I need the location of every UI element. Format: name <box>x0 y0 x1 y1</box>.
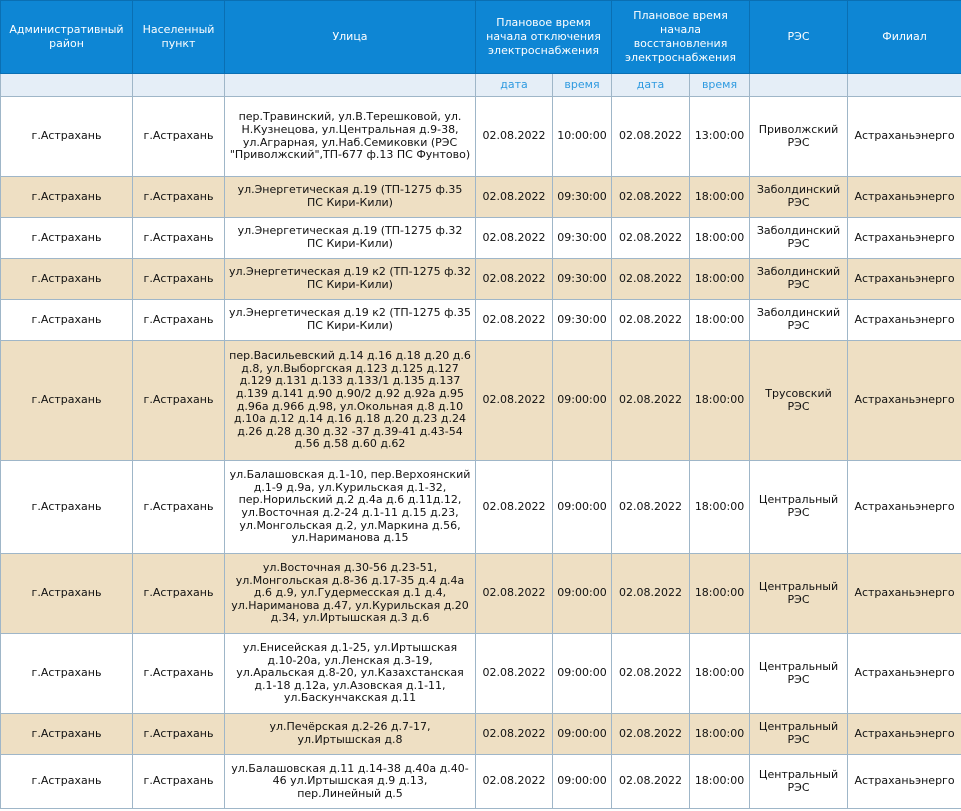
cell-street: ул.Восточная д.30-56 д.23-51, ул.Монгольская д.8-36 д.17-35 д.4 д.4а д.6 д.9, ул.Гудермесская д.1 д.4, ул.Нариманова д.47, ул.Курильская д.20 д.34, ул.Иртышская д.3 д.6 <box>225 554 476 634</box>
cell-off-time: 09:00:00 <box>553 755 612 809</box>
table-row <box>1 97 961 177</box>
cell-res: Центральный РЭС <box>750 755 848 809</box>
cell-locality: г.Астрахань <box>133 97 225 177</box>
cell-off-date: 02.08.2022 <box>476 218 553 259</box>
cell-filial: Астраханьэнерго <box>848 714 961 755</box>
cell-res: Центральный РЭС <box>750 554 848 634</box>
cell-street: ул.Энергетическая д.19 (ТП-1275 ф.35 ПС Кири-Кили) <box>225 177 476 218</box>
cell-locality: г.Астрахань <box>133 755 225 809</box>
subheader-on-date: дата <box>612 74 690 97</box>
table-row <box>1 177 961 218</box>
cell-off-time: 09:00:00 <box>553 461 612 554</box>
table-row <box>1 259 961 300</box>
cell-district: г.Астрахань <box>1 755 133 809</box>
cell-filial: Астраханьэнерго <box>848 554 961 634</box>
cell-street: ул.Енисейская д.1-25, ул.Иртышская д.10-20а, ул.Ленская д.3-19, ул.Аральская д.8-20, ул.Казахстанская д.1-18 д.12а, ул.Азовская д.1-11, ул.Баскунчакская д.11 <box>225 634 476 714</box>
cell-filial: Астраханьэнерго <box>848 341 961 461</box>
cell-on-time: 18:00:00 <box>690 755 750 809</box>
cell-off-date: 02.08.2022 <box>476 97 553 177</box>
cell-on-time: 18:00:00 <box>690 554 750 634</box>
table-header <box>1 1 961 97</box>
cell-on-date: 02.08.2022 <box>612 97 690 177</box>
table-row <box>1 300 961 341</box>
header-row <box>1 1 961 74</box>
subheader-on-time: время <box>690 74 750 97</box>
cell-on-time: 18:00:00 <box>690 259 750 300</box>
cell-district: г.Астрахань <box>1 177 133 218</box>
cell-filial: Астраханьэнерго <box>848 97 961 177</box>
cell-off-time: 09:30:00 <box>553 177 612 218</box>
cell-off-date: 02.08.2022 <box>476 755 553 809</box>
cell-on-date: 02.08.2022 <box>612 461 690 554</box>
cell-district: г.Астрахань <box>1 554 133 634</box>
cell-district: г.Астрахань <box>1 341 133 461</box>
cell-off-time: 09:00:00 <box>553 714 612 755</box>
subheader-empty <box>133 74 225 97</box>
cell-locality: г.Астрахань <box>133 461 225 554</box>
cell-district: г.Астрахань <box>1 218 133 259</box>
cell-off-time: 10:00:00 <box>553 97 612 177</box>
cell-locality: г.Астрахань <box>133 714 225 755</box>
table-row <box>1 755 961 809</box>
cell-locality: г.Астрахань <box>133 177 225 218</box>
cell-off-time: 09:30:00 <box>553 218 612 259</box>
cell-res: Приволжский РЭС <box>750 97 848 177</box>
cell-filial: Астраханьэнерго <box>848 755 961 809</box>
cell-street: пер.Васильевский д.14 д.16 д.18 д.20 д.6 д.8, ул.Выборгская д.123 д.125 д.127 д.129 д.131 д.133 д.133/1 д.135 д.137 д.139 д.141 д.90 д.90/2 д.92 д.92а д.95 д.96а д.966 д.98, ул.Окольная д.8 д.10 д.10а д.12 д.14 д.16 д.18 д.20 д.23 д.24 д.26 д.28 д.30 д.32 -37 д.39-41 д.43-54 д.56 д.58 д.60 д.62 <box>225 341 476 461</box>
cell-street: ул.Печёрская д.2-26 д.7-17, ул.Иртышская д.8 <box>225 714 476 755</box>
cell-on-date: 02.08.2022 <box>612 218 690 259</box>
subheader-empty <box>225 74 476 97</box>
cell-on-time: 18:00:00 <box>690 218 750 259</box>
cell-filial: Астраханьэнерго <box>848 300 961 341</box>
cell-off-date: 02.08.2022 <box>476 634 553 714</box>
cell-on-date: 02.08.2022 <box>612 755 690 809</box>
subheader-empty <box>1 74 133 97</box>
cell-res: Центральный РЭС <box>750 461 848 554</box>
cell-res: Заболдинский РЭС <box>750 259 848 300</box>
cell-on-time: 18:00:00 <box>690 300 750 341</box>
cell-off-date: 02.08.2022 <box>476 300 553 341</box>
cell-filial: Астраханьэнерго <box>848 177 961 218</box>
cell-on-time: 18:00:00 <box>690 177 750 218</box>
table-row <box>1 218 961 259</box>
cell-on-time: 13:00:00 <box>690 97 750 177</box>
table-row <box>1 461 961 554</box>
cell-res: Центральный РЭС <box>750 714 848 755</box>
cell-locality: г.Астрахань <box>133 634 225 714</box>
table-row <box>1 714 961 755</box>
cell-off-time: 09:30:00 <box>553 259 612 300</box>
cell-on-time: 18:00:00 <box>690 634 750 714</box>
cell-street: пер.Травинский, ул.В.Терешковой, ул. Н.Кузнецова, ул.Центральная д.9-38, ул.Аграрная, ул.Наб.Семиковки (РЭС "Приволжский",ТП-677 ф.13 ПС Фунтово) <box>225 97 476 177</box>
cell-res: Заболдинский РЭС <box>750 300 848 341</box>
subheader-off-time: время <box>553 74 612 97</box>
header-restore-time: Плановое время начала восстановления электроснабжения <box>612 1 750 74</box>
cell-locality: г.Астрахань <box>133 341 225 461</box>
header-locality: Населенный пункт <box>133 1 225 74</box>
header-off-time: Плановое время начала отключения электроснабжения <box>476 1 612 74</box>
cell-street: ул.Энергетическая д.19 (ТП-1275 ф.32 ПС Кири-Кили) <box>225 218 476 259</box>
cell-res: Заболдинский РЭС <box>750 218 848 259</box>
cell-res: Заболдинский РЭС <box>750 177 848 218</box>
subheader-empty <box>848 74 961 97</box>
cell-locality: г.Астрахань <box>133 218 225 259</box>
cell-district: г.Астрахань <box>1 259 133 300</box>
cell-on-time: 18:00:00 <box>690 341 750 461</box>
cell-off-date: 02.08.2022 <box>476 554 553 634</box>
cell-on-time: 18:00:00 <box>690 461 750 554</box>
cell-on-date: 02.08.2022 <box>612 554 690 634</box>
cell-on-date: 02.08.2022 <box>612 341 690 461</box>
cell-street: ул.Балашовская д.1-10, пер.Верхоянский д.1-9 д.9а, ул.Курильская д.1-32, пер.Норильский д.2 д.4а д.6 д.11д.12, ул.Восточная д.2-24 д.1-11 д.15 д.23, ул.Монгольская д.2, ул.Маркина д.56, ул.Нариманова д.15 <box>225 461 476 554</box>
header-res: РЭС <box>750 1 848 74</box>
cell-off-date: 02.08.2022 <box>476 461 553 554</box>
header-district: Административный район <box>1 1 133 74</box>
cell-off-date: 02.08.2022 <box>476 177 553 218</box>
cell-off-time: 09:00:00 <box>553 554 612 634</box>
cell-street: ул.Энергетическая д.19 к2 (ТП-1275 ф.35 ПС Кири-Кили) <box>225 300 476 341</box>
subheader-row <box>1 74 961 97</box>
cell-district: г.Астрахань <box>1 300 133 341</box>
cell-locality: г.Астрахань <box>133 554 225 634</box>
cell-off-time: 09:00:00 <box>553 634 612 714</box>
cell-off-time: 09:30:00 <box>553 300 612 341</box>
cell-district: г.Астрахань <box>1 97 133 177</box>
cell-on-date: 02.08.2022 <box>612 300 690 341</box>
table-body <box>1 97 961 809</box>
cell-filial: Астраханьэнерго <box>848 259 961 300</box>
table-row <box>1 341 961 461</box>
header-filial: Филиал <box>848 1 961 74</box>
table-row <box>1 634 961 714</box>
cell-off-time: 09:00:00 <box>553 341 612 461</box>
cell-locality: г.Астрахань <box>133 300 225 341</box>
cell-district: г.Астрахань <box>1 634 133 714</box>
cell-street: ул.Балашовская д.11 д.14-38 д.40а д.40-46 ул.Иртышская д.9 д.13, пер.Линейный д.5 <box>225 755 476 809</box>
cell-off-date: 02.08.2022 <box>476 341 553 461</box>
cell-on-time: 18:00:00 <box>690 714 750 755</box>
cell-filial: Астраханьэнерго <box>848 634 961 714</box>
subheader-empty <box>750 74 848 97</box>
cell-filial: Астраханьэнерго <box>848 461 961 554</box>
cell-district: г.Астрахань <box>1 461 133 554</box>
cell-filial: Астраханьэнерго <box>848 218 961 259</box>
cell-on-date: 02.08.2022 <box>612 634 690 714</box>
cell-on-date: 02.08.2022 <box>612 259 690 300</box>
cell-off-date: 02.08.2022 <box>476 714 553 755</box>
cell-district: г.Астрахань <box>1 714 133 755</box>
table-row <box>1 554 961 634</box>
cell-locality: г.Астрахань <box>133 259 225 300</box>
cell-off-date: 02.08.2022 <box>476 259 553 300</box>
header-street: Улица <box>225 1 476 74</box>
cell-on-date: 02.08.2022 <box>612 714 690 755</box>
cell-res: Трусовский РЭС <box>750 341 848 461</box>
cell-res: Центральный РЭС <box>750 634 848 714</box>
cell-on-date: 02.08.2022 <box>612 177 690 218</box>
cell-street: ул.Энергетическая д.19 к2 (ТП-1275 ф.32 ПС Кири-Кили) <box>225 259 476 300</box>
subheader-off-date: дата <box>476 74 553 97</box>
